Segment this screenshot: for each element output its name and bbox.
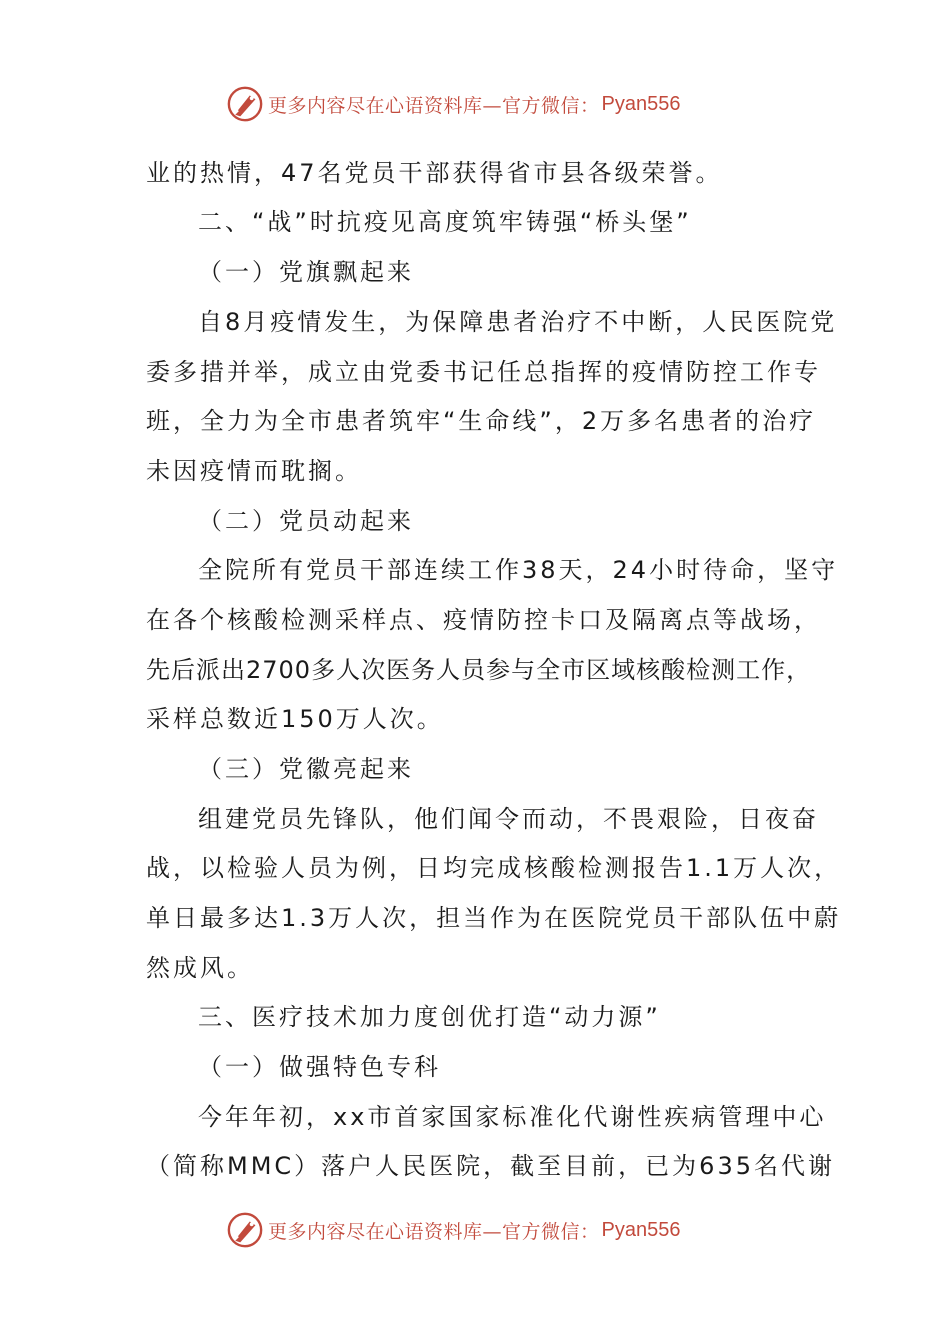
- subsection-heading: （三）党徽亮起来: [198, 755, 414, 783]
- watermark-wechat-id: Pyan556: [601, 92, 681, 115]
- text-line: 先后派出2700多人次医务人员参与全市区域核酸检测工作，: [146, 656, 812, 684]
- text-line: 采样总数近150万人次。: [146, 705, 444, 733]
- subsection-heading: （一）做强特色专科: [198, 1053, 441, 1081]
- text-line: 班，全力为全市患者筑牢“生命线”，2万多名患者的治疗: [146, 407, 817, 435]
- watermark-wechat-id: Pyan556: [601, 1218, 681, 1241]
- text-line: 自8月疫情发生，为保障患者治疗不中断，人民医院党: [198, 308, 838, 336]
- text-line: 今年年初，xx市首家国家标准化代谢性疾病管理中心: [198, 1103, 827, 1131]
- watermark-text: 更多内容尽在心语资料库—官方微信：: [268, 1220, 600, 1243]
- subsection-heading: （二）党员动起来: [198, 507, 414, 535]
- header-watermark: [226, 84, 680, 124]
- watermark-text: 更多内容尽在心语资料库—官方微信：: [268, 94, 600, 117]
- pen-nib-logo-icon: [226, 85, 264, 123]
- text-line: 全院所有党员干部连续工作38天，24小时待命，坚守: [198, 556, 839, 584]
- pen-nib-logo-icon: [226, 1211, 264, 1249]
- text-line: 委多措并举，成立由党委书记任总指挥的疫情防控工作专: [146, 358, 821, 386]
- subsection-heading: （一）党旗飘起来: [198, 258, 414, 286]
- text-line: 组建党员先锋队，他们闻令而动，不畏艰险，日夜奋: [198, 805, 819, 833]
- text-line: 在各个核酸检测采样点、疫情防控卡口及隔离点等战场，: [146, 606, 821, 634]
- text-line: 单日最多达1.3万人次，担当作为在医院党员干部队伍中蔚: [146, 904, 842, 932]
- text-line: 然成风。: [146, 954, 254, 982]
- text-line: 业的热情，47名党员干部获得省市县各级荣誉。: [146, 159, 723, 187]
- text-line: 未因疫情而耽搁。: [146, 457, 362, 485]
- section-heading: 二、“战”时抗疫见高度筑牢铸强“桥头堡”: [198, 208, 692, 236]
- text-line: 战，以检验人员为例，日均完成核酸检测报告1.1万人次，: [146, 854, 842, 882]
- text-line: （简称MMC）落户人民医院，截至目前，已为635名代谢: [146, 1152, 835, 1180]
- section-heading: 三、医疗技术加力度创优打造“动力源”: [198, 1003, 661, 1031]
- footer-watermark: [226, 1210, 680, 1250]
